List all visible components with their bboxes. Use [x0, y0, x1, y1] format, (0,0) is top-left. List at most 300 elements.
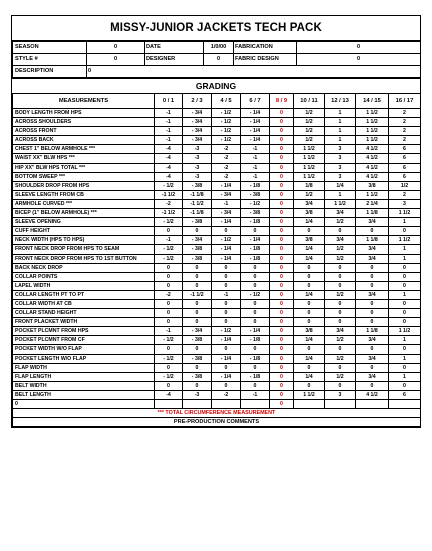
grade-cell[interactable]: 0 [183, 272, 212, 281]
grade-cell[interactable]: - 1/4 [212, 245, 241, 254]
grade-cell[interactable]: 0 [270, 390, 294, 399]
grade-cell[interactable]: -1 [212, 199, 241, 208]
grade-cell[interactable]: - 3/4 [183, 118, 212, 127]
grade-cell[interactable]: - 1/2 [212, 327, 241, 336]
grade-cell[interactable]: 3/4 [356, 354, 389, 363]
grade-cell[interactable]: - 3/4 [183, 136, 212, 145]
grade-cell[interactable]: 0 [356, 363, 389, 372]
grade-cell[interactable]: 1/4 [294, 254, 325, 263]
grade-cell[interactable]: 0 [356, 345, 389, 354]
description-value[interactable]: 0 [87, 66, 421, 78]
grade-cell[interactable]: - 3/4 [212, 190, 241, 199]
grade-cell[interactable]: - 1/8 [241, 354, 270, 363]
grade-cell[interactable]: 0 [270, 163, 294, 172]
grade-cell[interactable]: 0 [270, 172, 294, 181]
grade-cell[interactable]: 0 [270, 318, 294, 327]
grade-cell[interactable]: -1 1/2 [183, 290, 212, 299]
grade-cell[interactable] [356, 400, 389, 409]
grade-cell[interactable]: 0 [183, 381, 212, 390]
grade-cell[interactable]: 4 1/2 [356, 172, 389, 181]
grade-cell[interactable]: 0 [325, 227, 356, 236]
grade-cell[interactable]: -1 1/2 [183, 199, 212, 208]
grade-cell[interactable]: 0 [389, 272, 421, 281]
grade-cell[interactable]: 0 [325, 345, 356, 354]
grade-cell[interactable]: 0 [389, 318, 421, 327]
grade-cell[interactable] [325, 400, 356, 409]
grade-cell[interactable]: 3/4 [356, 336, 389, 345]
grade-cell[interactable]: 3 [325, 154, 356, 163]
grade-cell[interactable]: -2 [212, 145, 241, 154]
grade-cell[interactable]: 1 [325, 118, 356, 127]
grade-cell[interactable]: - 3/8 [183, 218, 212, 227]
grade-cell[interactable]: -3 [183, 390, 212, 399]
grade-cell[interactable]: 3 [325, 172, 356, 181]
grade-cell[interactable]: 0 [294, 363, 325, 372]
grade-cell[interactable]: 1/8 [294, 181, 325, 190]
grade-cell[interactable]: 0 [212, 381, 241, 390]
grade-cell[interactable] [212, 400, 241, 409]
grade-cell[interactable]: 0 [325, 263, 356, 272]
grade-cell[interactable]: 1 1/8 [356, 236, 389, 245]
grade-cell[interactable]: 0 [270, 109, 294, 118]
grade-cell[interactable]: 0 [294, 299, 325, 308]
grade-cell[interactable]: -4 [155, 163, 183, 172]
grade-cell[interactable]: 0 [270, 190, 294, 199]
grade-cell[interactable]: 1/4 [294, 336, 325, 345]
grade-cell[interactable]: 0 [155, 363, 183, 372]
grade-cell[interactable]: 0 [270, 354, 294, 363]
grade-cell[interactable]: 4 1/2 [356, 390, 389, 399]
grade-cell[interactable]: - 1/8 [241, 181, 270, 190]
grade-cell[interactable]: 0 [270, 199, 294, 208]
grade-cell[interactable]: -1 [241, 145, 270, 154]
date-value[interactable]: 1/0/00 [204, 42, 234, 54]
grade-cell[interactable]: 0 [325, 381, 356, 390]
grade-cell[interactable]: 0 [212, 318, 241, 327]
grade-cell[interactable]: 0 [389, 345, 421, 354]
grade-cell[interactable]: - 1/2 [155, 372, 183, 381]
grade-cell[interactable]: -1 [241, 172, 270, 181]
grade-cell[interactable]: 0 [212, 281, 241, 290]
grade-cell[interactable]: 1 1/2 [389, 327, 421, 336]
grade-cell[interactable]: - 1/4 [241, 127, 270, 136]
grade-cell[interactable]: 0 [155, 281, 183, 290]
grade-cell[interactable]: 1 [389, 372, 421, 381]
grade-cell[interactable]: 0 [241, 363, 270, 372]
grade-cell[interactable]: 1/2 [389, 181, 421, 190]
grade-cell[interactable]: 6 [389, 390, 421, 399]
grade-cell[interactable]: 0 [270, 245, 294, 254]
grade-cell[interactable]: 3 [389, 199, 421, 208]
grade-cell[interactable]: 1/2 [325, 336, 356, 345]
grade-cell[interactable]: -1 [155, 136, 183, 145]
grade-cell[interactable]: 0 [183, 263, 212, 272]
grade-cell[interactable]: 1 [389, 254, 421, 263]
grade-cell[interactable]: 0 [356, 263, 389, 272]
grade-cell[interactable]: 3/4 [356, 245, 389, 254]
grade-cell[interactable]: - 1/4 [241, 136, 270, 145]
grade-cell[interactable]: 0 [270, 236, 294, 245]
style-value[interactable]: 0 [87, 54, 145, 66]
grade-cell[interactable]: 0 [270, 336, 294, 345]
grade-cell[interactable]: 1/4 [294, 290, 325, 299]
grade-cell[interactable]: 0 [155, 318, 183, 327]
grade-cell[interactable]: - 1/4 [212, 181, 241, 190]
grade-cell[interactable]: 0 [241, 281, 270, 290]
grade-cell[interactable]: 0 [294, 309, 325, 318]
grade-cell[interactable]: 1 1/2 [325, 199, 356, 208]
grade-cell[interactable]: 1/2 [294, 109, 325, 118]
grade-cell[interactable]: 0 [270, 209, 294, 218]
grade-cell[interactable]: 1 1/2 [294, 390, 325, 399]
grade-cell[interactable]: 3/4 [356, 372, 389, 381]
grade-cell[interactable]: 0 [325, 318, 356, 327]
grade-cell[interactable]: 0 [389, 263, 421, 272]
grade-cell[interactable]: 1 1/2 [294, 145, 325, 154]
grade-cell[interactable]: 1 [389, 354, 421, 363]
grade-cell[interactable]: 3/4 [325, 236, 356, 245]
grade-cell[interactable]: 0 [212, 309, 241, 318]
grade-cell[interactable]: - 1/2 [212, 136, 241, 145]
grade-cell[interactable]: 3/4 [325, 209, 356, 218]
grade-cell[interactable] [183, 400, 212, 409]
grade-cell[interactable]: - 3/8 [183, 181, 212, 190]
grade-cell[interactable]: 1/4 [294, 354, 325, 363]
grade-cell[interactable]: 1 [389, 245, 421, 254]
grade-cell[interactable]: - 1/8 [241, 336, 270, 345]
grade-cell[interactable]: 3/8 [294, 236, 325, 245]
grade-cell[interactable]: 1 1/2 [356, 109, 389, 118]
grade-cell[interactable]: 1 1/2 [294, 163, 325, 172]
grade-cell[interactable]: -3 [183, 172, 212, 181]
grade-cell[interactable]: 0 [270, 381, 294, 390]
grade-cell[interactable]: 1 1/2 [389, 209, 421, 218]
grade-cell[interactable]: 1/2 [325, 218, 356, 227]
grade-cell[interactable]: 3/4 [356, 218, 389, 227]
grade-cell[interactable]: 0 [294, 227, 325, 236]
grade-cell[interactable]: 0 [389, 381, 421, 390]
grade-cell[interactable]: - 1/4 [212, 336, 241, 345]
grade-cell[interactable]: 2 [389, 109, 421, 118]
grade-cell[interactable]: 0 [155, 309, 183, 318]
grade-cell[interactable]: 1 [389, 218, 421, 227]
grade-cell[interactable]: 0 [356, 309, 389, 318]
grade-cell[interactable]: 0 [356, 381, 389, 390]
grade-cell[interactable]: -1 1/8 [183, 209, 212, 218]
grade-cell[interactable]: - 3/8 [183, 336, 212, 345]
grade-cell[interactable]: 0 [270, 254, 294, 263]
grade-cell[interactable]: -2 [212, 390, 241, 399]
grade-cell[interactable]: 3/4 [325, 327, 356, 336]
grade-cell[interactable]: 1 1/2 [389, 236, 421, 245]
grade-cell[interactable]: 0 [155, 272, 183, 281]
grade-cell[interactable]: 0 [241, 309, 270, 318]
grade-cell[interactable]: 0 [270, 218, 294, 227]
grade-cell[interactable]: 0 [270, 327, 294, 336]
grade-cell[interactable]: - 1/8 [241, 218, 270, 227]
grade-cell[interactable]: 0 [356, 281, 389, 290]
grade-cell[interactable]: 0 [389, 299, 421, 308]
grade-cell[interactable]: - 1/2 [155, 181, 183, 190]
grade-cell[interactable]: 0 [270, 272, 294, 281]
grade-cell[interactable]: 0 [155, 345, 183, 354]
grade-cell[interactable]: 2 [389, 127, 421, 136]
grade-cell[interactable]: 1 [325, 109, 356, 118]
grade-cell[interactable]: 0 [270, 118, 294, 127]
grade-cell[interactable]: -2 [212, 163, 241, 172]
grade-cell[interactable]: -1 [241, 390, 270, 399]
grade-cell[interactable]: 0 [270, 290, 294, 299]
grade-cell[interactable]: 0 [241, 345, 270, 354]
grade-cell[interactable]: 0 [241, 318, 270, 327]
grade-cell[interactable]: 0 [155, 227, 183, 236]
grade-cell[interactable]: -2 [212, 154, 241, 163]
grade-cell[interactable]: 0 [270, 145, 294, 154]
grade-cell[interactable]: 3 [325, 390, 356, 399]
grade-cell[interactable]: -1 [241, 154, 270, 163]
grade-cell[interactable]: - 1/4 [212, 372, 241, 381]
grade-cell[interactable]: 1 [389, 290, 421, 299]
grade-cell[interactable]: 0 [294, 272, 325, 281]
grade-cell[interactable]: 1/2 [325, 372, 356, 381]
grade-cell[interactable]: - 3/4 [183, 236, 212, 245]
grade-cell[interactable] [241, 400, 270, 409]
grade-cell[interactable]: -1 [241, 163, 270, 172]
grade-cell[interactable]: - 3/4 [183, 127, 212, 136]
grade-cell[interactable]: - 1/2 [212, 118, 241, 127]
grade-cell[interactable]: 0 [294, 281, 325, 290]
grade-cell[interactable]: 0 [389, 281, 421, 290]
grade-cell[interactable]: 3/4 [356, 290, 389, 299]
grade-cell[interactable]: 6 [389, 172, 421, 181]
grade-cell[interactable]: 1/4 [325, 181, 356, 190]
grade-cell[interactable] [155, 400, 183, 409]
grade-cell[interactable]: - 3/8 [241, 209, 270, 218]
grade-cell[interactable]: 0 [356, 318, 389, 327]
grade-cell[interactable]: - 1/2 [241, 290, 270, 299]
grade-cell[interactable]: 0 [212, 345, 241, 354]
grade-cell[interactable]: 0 [212, 272, 241, 281]
grade-cell[interactable]: 0 [270, 127, 294, 136]
grade-cell[interactable]: 0 [389, 363, 421, 372]
grade-cell[interactable]: 0 [325, 281, 356, 290]
grade-cell[interactable]: - 1/2 [212, 127, 241, 136]
grade-cell[interactable]: 0 [183, 309, 212, 318]
grade-cell[interactable]: 6 [389, 154, 421, 163]
grade-cell[interactable]: 0 [389, 227, 421, 236]
grade-cell[interactable]: -2 [155, 199, 183, 208]
grade-cell[interactable]: - 1/4 [241, 118, 270, 127]
grade-cell[interactable]: - 3/4 [183, 109, 212, 118]
grade-cell[interactable]: 0 [270, 345, 294, 354]
grade-cell[interactable]: 2 [389, 190, 421, 199]
grade-cell[interactable]: 4 1/2 [356, 154, 389, 163]
grade-cell[interactable]: 1/4 [294, 245, 325, 254]
grade-cell[interactable]: 0 [241, 263, 270, 272]
grade-cell[interactable]: 0 [270, 309, 294, 318]
grade-cell[interactable]: - 3/8 [183, 354, 212, 363]
grade-cell[interactable]: - 3/8 [241, 190, 270, 199]
grade-cell[interactable]: - 1/2 [155, 254, 183, 263]
grade-cell[interactable]: 0 [270, 281, 294, 290]
grade-cell[interactable]: 0 [325, 299, 356, 308]
grade-cell[interactable]: 0 [294, 381, 325, 390]
grade-cell[interactable]: -1 [155, 118, 183, 127]
grade-cell[interactable]: - 1/8 [241, 372, 270, 381]
grade-cell[interactable]: 0 [270, 181, 294, 190]
grade-cell[interactable]: 0 [270, 299, 294, 308]
grade-cell[interactable]: -2 [212, 172, 241, 181]
fabrication-value[interactable]: 0 [297, 42, 421, 54]
grade-cell[interactable]: 0 [183, 299, 212, 308]
grade-cell[interactable]: 3/4 [356, 254, 389, 263]
grade-cell[interactable]: - 1/8 [241, 245, 270, 254]
grade-cell[interactable]: - 1/2 [241, 199, 270, 208]
grade-cell[interactable]: 2 1/4 [356, 199, 389, 208]
grade-cell[interactable]: 0 [270, 372, 294, 381]
grade-cell[interactable]: 0 [183, 281, 212, 290]
grade-cell[interactable]: - 1/2 [212, 109, 241, 118]
grade-cell[interactable]: 0 [241, 227, 270, 236]
grade-cell[interactable]: -4 [155, 154, 183, 163]
season-value[interactable]: 0 [87, 42, 145, 54]
grade-cell[interactable]: 0 [270, 363, 294, 372]
grade-cell[interactable]: 0 [325, 309, 356, 318]
grade-cell[interactable]: 0 [241, 272, 270, 281]
grade-cell[interactable]: - 3/4 [183, 327, 212, 336]
grade-cell[interactable]: - 1/2 [212, 236, 241, 245]
grade-cell[interactable]: -1 1/8 [183, 190, 212, 199]
fabric-design-value[interactable]: 0 [297, 54, 421, 66]
grade-cell[interactable]: - 3/8 [183, 372, 212, 381]
grade-cell[interactable]: 1/2 [325, 354, 356, 363]
grade-cell[interactable]: 1/2 [294, 127, 325, 136]
grade-cell[interactable]: - 1/4 [212, 254, 241, 263]
grade-cell[interactable]: - 3/8 [183, 245, 212, 254]
grade-cell[interactable]: - 1/4 [241, 236, 270, 245]
grade-cell[interactable]: 0 [294, 263, 325, 272]
grade-cell[interactable]: 1/2 [325, 245, 356, 254]
grade-cell[interactable]: 1/2 [294, 136, 325, 145]
grade-cell[interactable]: 0 [241, 299, 270, 308]
grade-cell[interactable]: 1/2 [325, 290, 356, 299]
grade-cell[interactable]: 0 [270, 400, 294, 409]
grade-cell[interactable]: -4 [155, 390, 183, 399]
grade-cell[interactable]: - 1/2 [155, 245, 183, 254]
grade-cell[interactable]: -4 [155, 172, 183, 181]
grade-cell[interactable]: 2 [389, 136, 421, 145]
grade-cell[interactable]: 0 [212, 263, 241, 272]
grade-cell[interactable]: 0 [356, 272, 389, 281]
grade-cell[interactable]: 1 1/2 [356, 136, 389, 145]
grade-cell[interactable]: 0 [241, 381, 270, 390]
grade-cell[interactable]: 1 1/2 [356, 118, 389, 127]
grade-cell[interactable]: - 1/8 [241, 254, 270, 263]
grade-cell[interactable]: -3 [183, 163, 212, 172]
grade-cell[interactable]: 0 [183, 345, 212, 354]
grade-cell[interactable]: -1 1/2 [155, 209, 183, 218]
grade-cell[interactable]: - 1/4 [212, 354, 241, 363]
grade-cell[interactable]: 0 [212, 299, 241, 308]
grade-cell[interactable]: 0 [270, 227, 294, 236]
grade-cell[interactable]: 0 [212, 363, 241, 372]
grade-cell[interactable]: 1 [389, 336, 421, 345]
grade-cell[interactable]: 0 [389, 309, 421, 318]
grade-cell[interactable]: -1 [155, 236, 183, 245]
grade-cell[interactable]: -1 1/2 [155, 190, 183, 199]
grade-cell[interactable]: 1 1/2 [356, 190, 389, 199]
grade-cell[interactable]: 0 [270, 154, 294, 163]
grade-cell[interactable] [294, 400, 325, 409]
grade-cell[interactable]: - 1/4 [241, 327, 270, 336]
grade-cell[interactable]: -1 [155, 127, 183, 136]
grade-cell[interactable]: 0 [356, 227, 389, 236]
grade-cell[interactable]: 3/8 [294, 209, 325, 218]
grade-cell[interactable]: -1 [155, 109, 183, 118]
grade-cell[interactable]: -3 [183, 145, 212, 154]
grade-cell[interactable]: 1 [325, 190, 356, 199]
grade-cell[interactable]: 0 [356, 299, 389, 308]
designer-value[interactable]: 0 [204, 54, 234, 66]
grade-cell[interactable]: 3 [325, 145, 356, 154]
grade-cell[interactable]: - 1/2 [155, 218, 183, 227]
grade-cell[interactable]: 1/2 [325, 254, 356, 263]
grade-cell[interactable]: 3 [325, 163, 356, 172]
grade-cell[interactable]: -1 [212, 290, 241, 299]
grade-cell[interactable]: 6 [389, 163, 421, 172]
grade-cell[interactable]: 0 [155, 381, 183, 390]
grade-cell[interactable]: 4 1/2 [356, 145, 389, 154]
grade-cell[interactable]: 0 [270, 263, 294, 272]
grade-cell[interactable]: 0 [325, 272, 356, 281]
grade-cell[interactable]: 2 [389, 118, 421, 127]
grade-cell[interactable]: 0 [294, 318, 325, 327]
grade-cell[interactable]: -2 [155, 290, 183, 299]
grade-cell[interactable]: 0 [183, 363, 212, 372]
grade-cell[interactable]: - 1/2 [155, 336, 183, 345]
grade-cell[interactable]: 0 [270, 136, 294, 145]
grade-cell[interactable]: - 3/4 [212, 209, 241, 218]
grade-cell[interactable]: 0 [155, 263, 183, 272]
grade-cell[interactable]: 1 1/2 [356, 127, 389, 136]
grade-cell[interactable]: -4 [155, 145, 183, 154]
grade-cell[interactable]: 0 [294, 345, 325, 354]
grade-cell[interactable]: 1/2 [294, 190, 325, 199]
grade-cell[interactable]: 1 [325, 127, 356, 136]
grade-cell[interactable]: 1 1/8 [356, 209, 389, 218]
grade-cell[interactable]: 3/8 [356, 181, 389, 190]
grade-cell[interactable]: 1/2 [294, 118, 325, 127]
grade-cell[interactable]: -1 [155, 327, 183, 336]
grade-cell[interactable] [389, 400, 421, 409]
grade-cell[interactable]: 3/4 [294, 199, 325, 208]
grade-cell[interactable]: 0 [212, 227, 241, 236]
grade-cell[interactable]: - 1/4 [212, 218, 241, 227]
grade-cell[interactable]: 0 [325, 363, 356, 372]
grade-cell[interactable]: 0 [183, 318, 212, 327]
grade-cell[interactable]: - 1/2 [155, 354, 183, 363]
grade-cell[interactable]: -3 [183, 154, 212, 163]
grade-cell[interactable]: - 1/4 [241, 109, 270, 118]
grade-cell[interactable]: 3/8 [294, 327, 325, 336]
grade-cell[interactable]: 1 1/8 [356, 327, 389, 336]
grade-cell[interactable]: - 3/8 [183, 254, 212, 263]
grade-cell[interactable]: 4 1/2 [356, 163, 389, 172]
grade-cell[interactable]: 1/4 [294, 218, 325, 227]
grade-cell[interactable]: 6 [389, 145, 421, 154]
grade-cell[interactable]: 0 [183, 227, 212, 236]
grade-cell[interactable]: 0 [155, 299, 183, 308]
